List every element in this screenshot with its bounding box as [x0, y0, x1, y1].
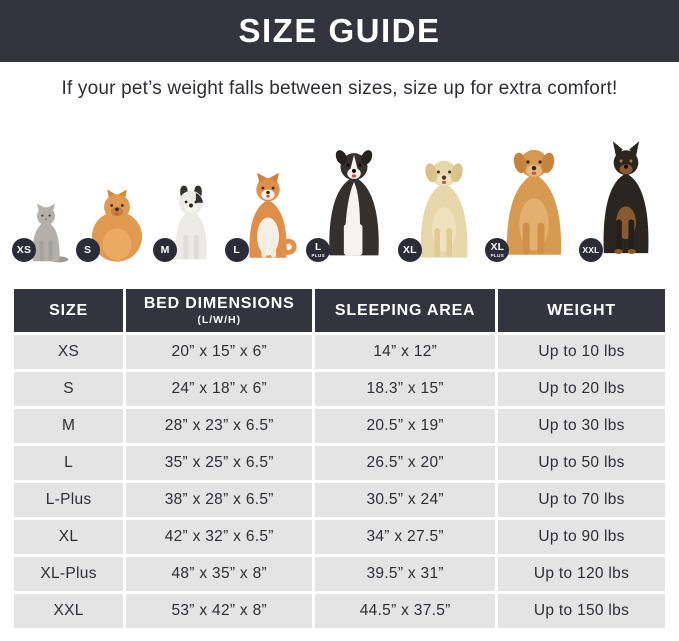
- weight-cell: Up to 20 lbs: [498, 372, 665, 406]
- column-header-weight: [498, 289, 665, 332]
- size-badge-label: S: [83, 243, 92, 256]
- sleeping-area-cell: 39.5” x 31”: [315, 557, 495, 591]
- page-title: SIZE GUIDE: [238, 12, 441, 49]
- size-badge-label: XL: [402, 243, 417, 256]
- weight-cell: Up to 50 lbs: [498, 446, 665, 480]
- size-badge-label: M: [160, 243, 170, 256]
- table-row-s: [14, 372, 665, 406]
- size-badge-label: XS: [16, 243, 32, 256]
- size-cell: XL-Plus: [14, 557, 123, 591]
- column-header-size: [14, 289, 123, 332]
- header-bar: [0, 0, 679, 62]
- size-cell: XXL: [14, 594, 123, 628]
- size-badge-label: L: [233, 243, 240, 256]
- weight-cell: Up to 30 lbs: [498, 409, 665, 443]
- table-row-l: [14, 446, 665, 480]
- table-row-xs: [14, 335, 665, 369]
- pet-figure-xl-plus: [490, 138, 573, 264]
- size-cell: XL: [14, 520, 123, 554]
- size-badge-s: [76, 238, 100, 262]
- bed-dimensions-cell: 35” x 25” x 6.5”: [126, 446, 312, 480]
- column-header-label: WEIGHT: [547, 301, 616, 319]
- table-row-xl-plus: [14, 557, 665, 591]
- pet-figure-l: [235, 168, 301, 264]
- sleeping-area-cell: 26.5” x 20”: [315, 446, 495, 480]
- pet-figure-xl: [402, 152, 480, 264]
- bed-dimensions-cell: 42” x 32” x 6.5”: [126, 520, 312, 554]
- pet-figure-m: [160, 182, 219, 264]
- table-row-m: [14, 409, 665, 443]
- table-row-l-plus: [14, 483, 665, 517]
- column-header-sleeping-area: [315, 289, 495, 332]
- size-badge-label: L: [314, 241, 322, 253]
- bed-dimensions-cell: 28” x 23” x 6.5”: [126, 409, 312, 443]
- weight-cell: Up to 90 lbs: [498, 520, 665, 554]
- size-badge-sublabel: PLUS: [490, 252, 505, 258]
- weight-cell: Up to 10 lbs: [498, 335, 665, 369]
- bed-dimensions-cell: 48” x 35” x 8”: [126, 557, 312, 591]
- weight-cell: Up to 70 lbs: [498, 483, 665, 517]
- sleeping-area-cell: 30.5” x 24”: [315, 483, 495, 517]
- size-cell: L: [14, 446, 123, 480]
- size-badge-sublabel: PLUS: [311, 252, 326, 258]
- size-cell: M: [14, 409, 123, 443]
- weight-cell: Up to 150 lbs: [498, 594, 665, 628]
- column-header-label: BED DIMENSIONS: [143, 295, 295, 312]
- size-badge-xl: [398, 238, 422, 262]
- bed-dimensions-cell: 24” x 18” x 6”: [126, 372, 312, 406]
- bed-dimensions-cell: 38” x 28” x 6.5”: [126, 483, 312, 517]
- subtitle-text: If your pet’s weight falls between sizes, size up for extra comfort!: [61, 78, 618, 99]
- sleeping-area-cell: 18.3” x 15”: [315, 372, 495, 406]
- column-header-sublabel: (L/W/H): [197, 314, 242, 326]
- table-row-xxl: [14, 594, 665, 628]
- pet-figure-l-plus: [311, 142, 392, 264]
- column-header-bed-dimensions: [126, 289, 312, 332]
- size-cell: XS: [14, 335, 123, 369]
- pet-figure-xs: [16, 202, 70, 264]
- size-table-header-row: [14, 289, 665, 332]
- sleeping-area-cell: 34” x 27.5”: [315, 520, 495, 554]
- column-header-label: SLEEPING AREA: [334, 301, 476, 319]
- size-badge-label: XXL: [582, 244, 600, 255]
- pet-figure-xxl: [582, 132, 663, 264]
- pet-figure-s: [83, 188, 148, 264]
- sleeping-area-cell: 14” x 12”: [315, 335, 495, 369]
- pet-size-lineup: [0, 100, 679, 268]
- column-header-label: SIZE: [49, 301, 88, 319]
- size-badge-xs: [12, 238, 36, 262]
- size-badge-l: [225, 238, 249, 262]
- table-row-xl: [14, 520, 665, 554]
- bed-dimensions-cell: 20” x 15” x 6”: [126, 335, 312, 369]
- size-cell: L-Plus: [14, 483, 123, 517]
- sleeping-area-cell: 20.5” x 19”: [315, 409, 495, 443]
- size-badge-label: XL: [490, 241, 505, 253]
- size-cell: S: [14, 372, 123, 406]
- size-badge-m: [153, 238, 177, 262]
- weight-cell: Up to 120 lbs: [498, 557, 665, 591]
- size-badge-xxl: [579, 238, 603, 262]
- size-table: [11, 286, 668, 631]
- bed-dimensions-cell: 53” x 42” x 8”: [126, 594, 312, 628]
- sleeping-area-cell: 44.5” x 37.5”: [315, 594, 495, 628]
